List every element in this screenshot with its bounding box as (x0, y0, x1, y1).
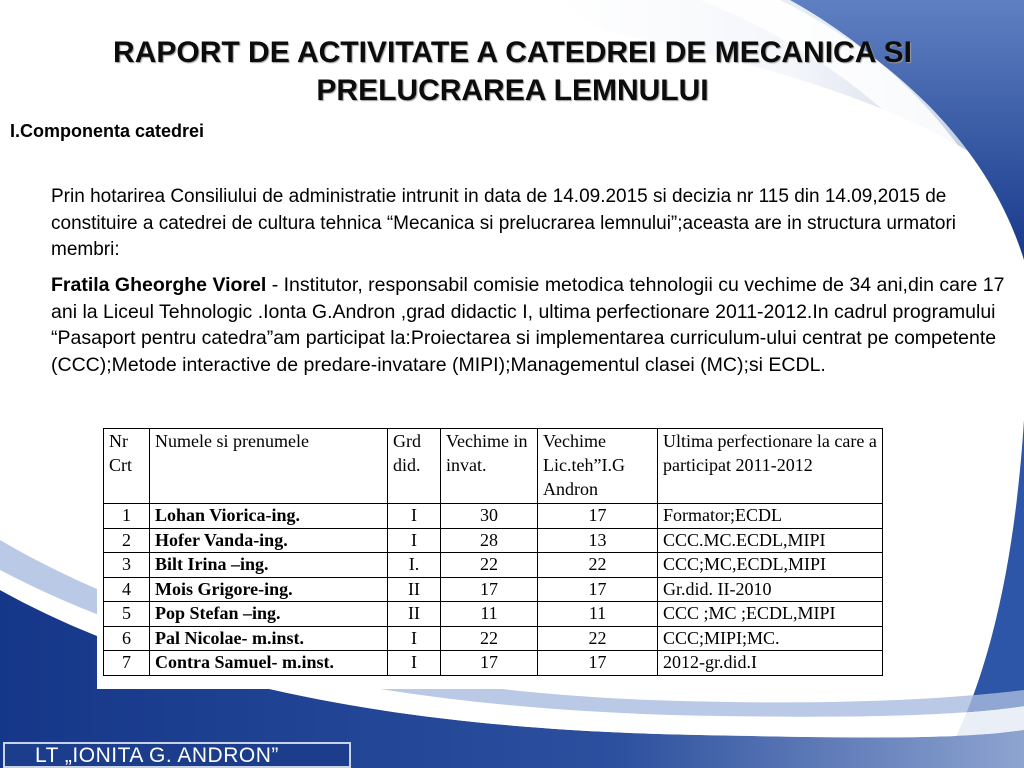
cell-nr: 4 (104, 577, 150, 602)
cell-perfectionare: CCC;MC,ECDL,MIPI (658, 553, 883, 578)
cell-name: Lohan Viorica-ing. (150, 504, 388, 529)
table-row (104, 602, 883, 627)
table-row (104, 504, 883, 529)
member-description: - Institutor, responsabil comisie metodica tehnologii cu vechime de 34 ani,din care 17 ani la Liceul Tehnologic .Ionta G.Andron ,grad didactic I, ultima perfectionare 2011-2012.In cadrul programului “Pasaport pentru catedra”am participat la:Proiectarea si implementarea curriculum-ului centrat pe competente (CCC);Metode interactive de predare-invatare (MIPI);Managementul clasei (MC);si ECDL. (51, 274, 1005, 376)
cell-vechime-invat: 22 (441, 553, 538, 578)
table-row (104, 577, 883, 602)
cell-perfectionare: 2012-gr.did.I (658, 651, 883, 676)
cell-vechime-invat: 28 (441, 528, 538, 553)
cell-grade: I (388, 651, 441, 676)
table-row (104, 528, 883, 553)
cell-vechime-invat: 11 (441, 602, 538, 627)
intro-paragraph: Prin hotarirea Consiliului de administratie intrunit in data de 14.09.2015 si decizia nr 115 din 14.09,2015 de constituire a catedrei de cultura tehnica “Mecanica si prelucrarea lemnului”;aceasta are in structura urmatori membri: (51, 186, 957, 260)
cell-perfectionare: CCC ;MC ;ECDL,MIPI (658, 602, 883, 627)
footer-school-name: LT „IONITA G. ANDRON” (3, 742, 351, 768)
cell-vechime-liceu: 17 (538, 651, 658, 676)
cell-vechime-liceu: 17 (538, 577, 658, 602)
cell-vechime-invat: 30 (441, 504, 538, 529)
cell-name: Mois Grigore-ing. (150, 577, 388, 602)
cell-name: Pal Nicolae- m.inst. (150, 626, 388, 651)
slide-title: RAPORT DE ACTIVITATE A CATEDREI DE MECANICA SI PRELUCRAREA LEMNULUI (113, 36, 912, 107)
section-heading: I.Componenta catedrei (10, 121, 205, 141)
cell-name: Bilt Irina –ing. (150, 553, 388, 578)
header-grade: Grd did. (388, 429, 441, 504)
cell-nr: 7 (104, 651, 150, 676)
member-paragraph (51, 272, 1011, 378)
cell-nr: 5 (104, 602, 150, 627)
cell-vechime-liceu: 13 (538, 528, 658, 553)
cell-grade: II (388, 577, 441, 602)
cell-vechime-liceu: 11 (538, 602, 658, 627)
cell-grade: I (388, 528, 441, 553)
cell-vechime-invat: 17 (441, 651, 538, 676)
header-perfectionare: Ultima perfectionare la care a participat 2011-2012 (658, 429, 883, 504)
cell-nr: 3 (104, 553, 150, 578)
table-row (104, 651, 883, 676)
table-row (104, 626, 883, 651)
cell-grade: I. (388, 553, 441, 578)
cell-grade: I (388, 504, 441, 529)
table-header-row (104, 429, 883, 504)
cell-nr: 6 (104, 626, 150, 651)
header-vechime-liceu: Vechime Lic.teh”I.G Andron (538, 429, 658, 504)
cell-perfectionare: CCC;MIPI;MC. (658, 626, 883, 651)
cell-name: Pop Stefan –ing. (150, 602, 388, 627)
cell-vechime-invat: 17 (441, 577, 538, 602)
cell-nr: 2 (104, 528, 150, 553)
cell-nr: 1 (104, 504, 150, 529)
header-nr: Nr Crt (104, 429, 150, 504)
cell-vechime-liceu: 22 (538, 553, 658, 578)
staff-table-container (97, 422, 889, 689)
staff-table (103, 428, 883, 676)
member-name: Fratila Gheorghe Viorel (51, 274, 267, 296)
header-vechime-invat: Vechime in invat. (441, 429, 538, 504)
table-row (104, 553, 883, 578)
cell-perfectionare: CCC.MC.ECDL,MIPI (658, 528, 883, 553)
cell-grade: I (388, 626, 441, 651)
header-name: Numele si prenumele (150, 429, 388, 504)
cell-vechime-liceu: 17 (538, 504, 658, 529)
cell-perfectionare: Formator;ECDL (658, 504, 883, 529)
cell-name: Hofer Vanda-ing. (150, 528, 388, 553)
cell-vechime-invat: 22 (441, 626, 538, 651)
cell-name: Contra Samuel- m.inst. (150, 651, 388, 676)
cell-grade: II (388, 602, 441, 627)
cell-vechime-liceu: 22 (538, 626, 658, 651)
cell-perfectionare: Gr.did. II-2010 (658, 577, 883, 602)
